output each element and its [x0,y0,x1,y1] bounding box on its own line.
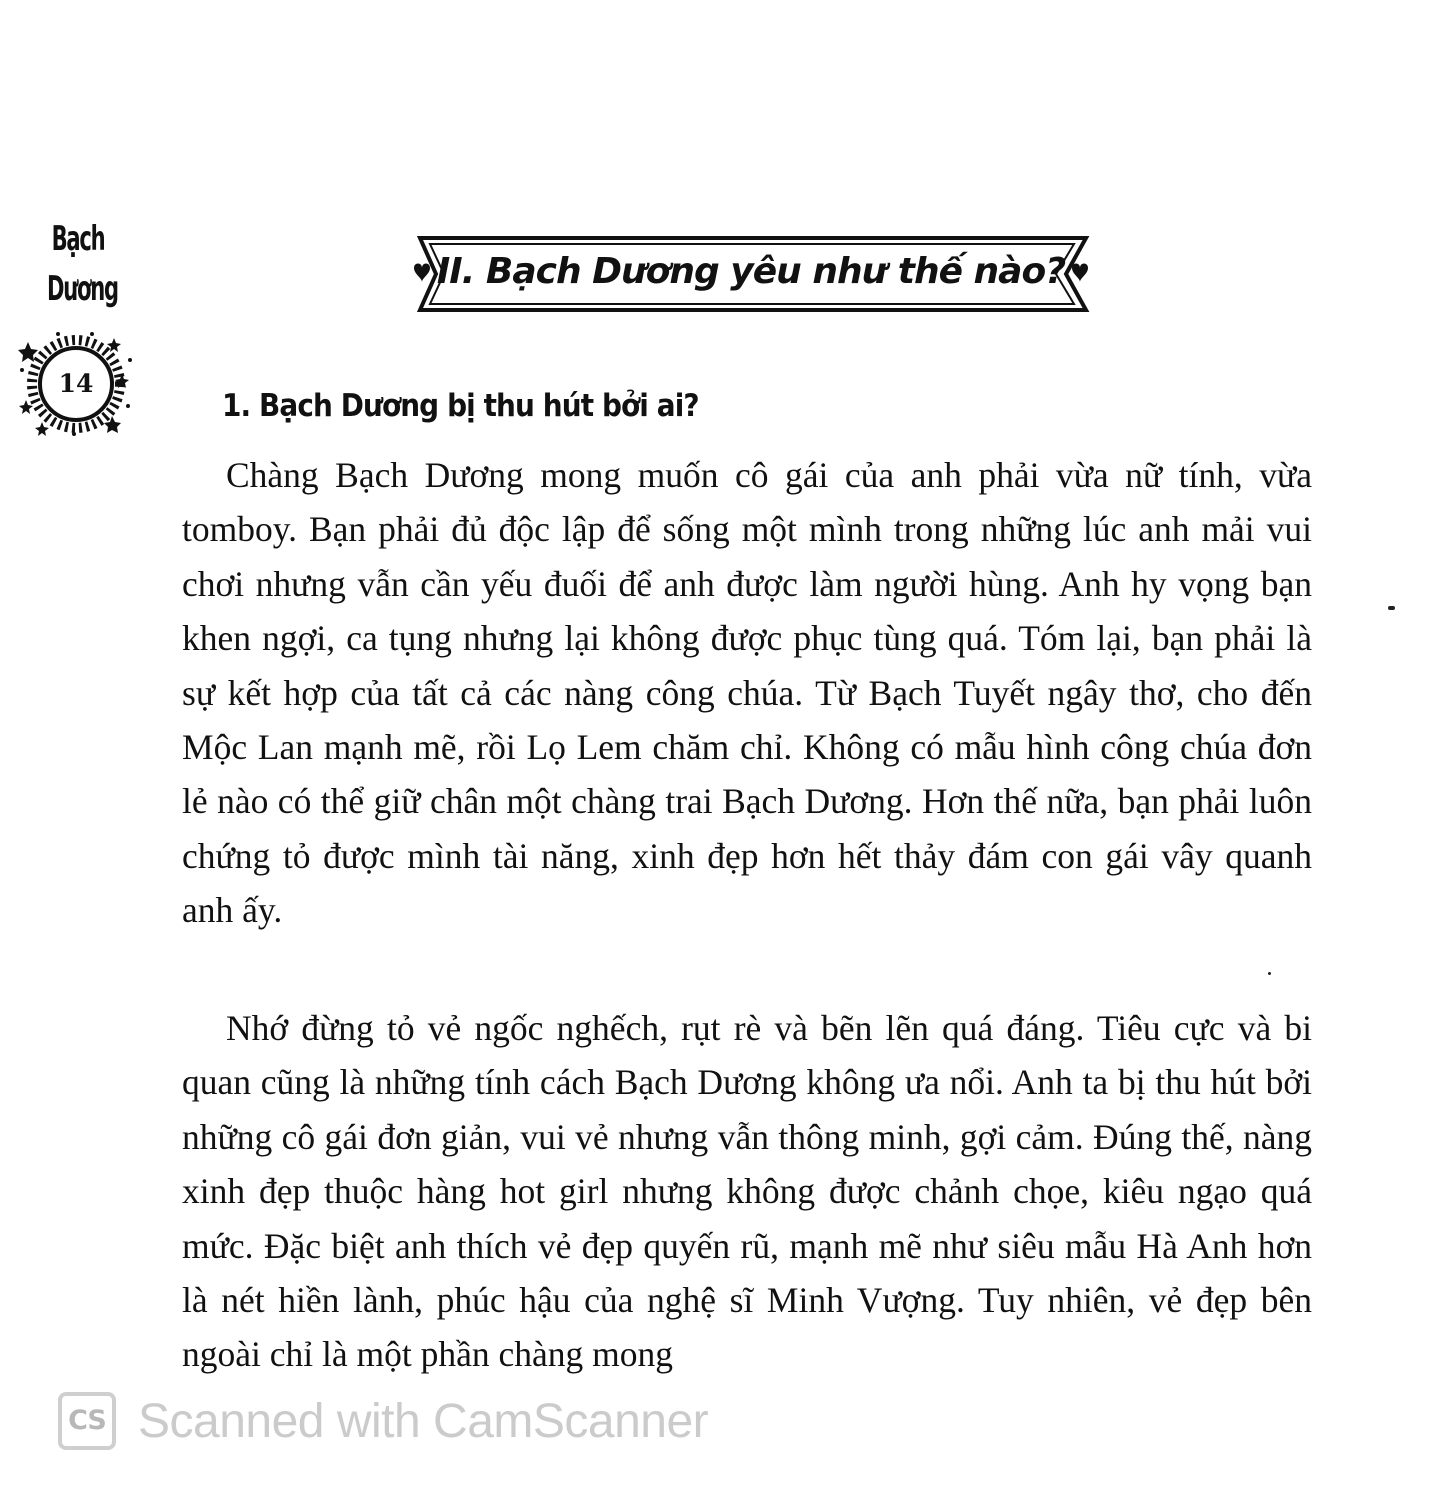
page-number: 14 [58,369,94,398]
running-header-title [47,214,118,314]
watermark-text: Scanned with CamScanner [138,1394,709,1448]
chapter-title: II. Bạch Dương yêu như thế nào? [436,251,1066,292]
running-header-line-2: Dương [47,269,118,309]
paragraph: Nhớ đừng tỏ vẻ ngốc nghếch, rụt rè và bẽn lẽn quá đáng. Tiêu cực và bi quan cũng là những tính cách Bạch Dương không ưa nổi. Anh ta bị thu hút bởi những cô gái đơn giản, vui vẻ nhưng vẫn thông minh, gợi cảm. Đúng thế, nàng xinh đẹp thuộc hàng hot girl nhưng không được chảnh chọe, kiêu ngạo quá mức. Đặc biệt anh thích vẻ đẹp quyến rũ, mạnh mẽ như siêu mẫu Hà Anh hơn là nét hiền lành, phúc hậu của nghệ sĩ Minh Vượng. Tuy nhiên, vẻ đẹp bên ngoài chỉ là một phần chàng mong [182,1008,1312,1375]
scan-speck [1388,606,1395,610]
camscanner-logo-icon: CS [58,1392,116,1450]
paragraph: Chàng Bạch Dương mong muốn cô gái của anh phải vừa nữ tính, vừa tomboy. Bạn phải đủ độc lập để sống một mình trong những lúc anh mải vui chơi nhưng vẫn cần yếu đuối để anh được làm người hùng. Anh hy vọng bạn khen ngợi, ca tụng nhưng lại không được phục tùng quá. Tóm lại, bạn phải là sự kết hợp của tất cả các nàng công chúa. Từ Bạch Tuyết ngây thơ, cho đến Mộc Lan mạnh mẽ, rồi Lọ Lem chăm chỉ. Không có mẫu hình công chúa đơn lẻ nào có thể giữ chân một chàng trai Bạch Dương. Hơn thế nữa, bạn phải luôn chứng tỏ được mình tài năng, xinh đẹp hơn hết thảy đám con gái vây quanh anh ấy. [182,455,1312,931]
running-header-line-1: Bạch [51,219,105,259]
scan-speck [1268,972,1271,975]
scanner-watermark [58,1388,708,1454]
chapter-title-banner [406,234,1096,314]
section-heading: 1. Bạch Dương bị thu hút bởi ai? [222,388,699,424]
